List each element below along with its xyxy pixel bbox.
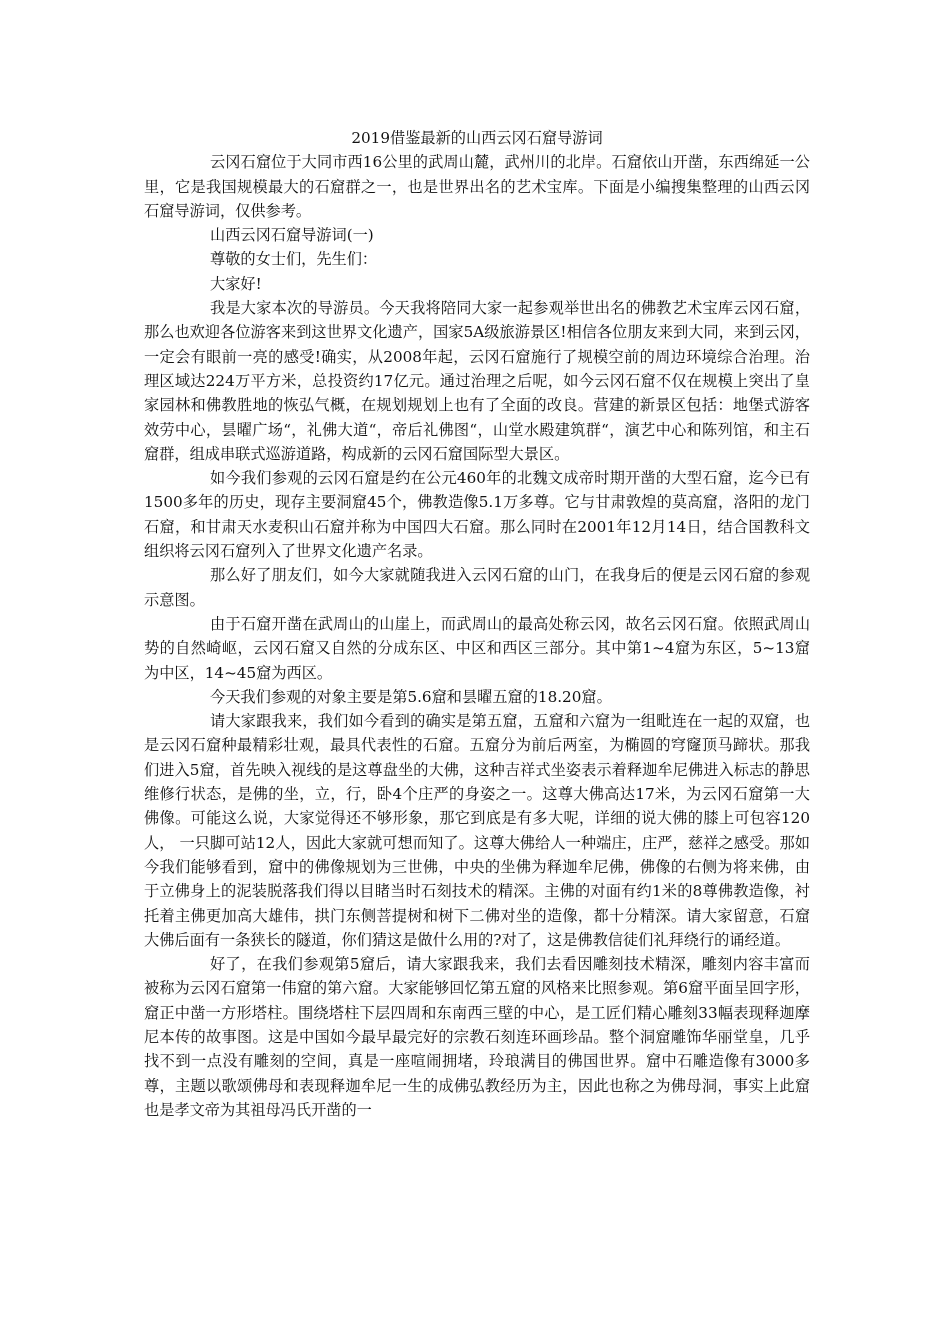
document-title: 2019借鉴最新的山西云冈石窟导游词 [351, 129, 603, 147]
document-page [144, 126, 810, 1122]
greeting-hello: 大家好! [210, 274, 262, 293]
greeting-salutation: 尊敬的女士们，先生们： [210, 250, 378, 269]
paragraph-cave-5: 请大家跟我来，我们如今看到的确实是第五窟，五窟和六窟为一组毗连在一起的双窟，也是云冈石窟种最精彩壮观，最具代表性的石窟。五窟分为前后两室，为椭圆的穹窿顶马蹄状。那我们进入5窟，首先映入视线的是这尊盘坐的大佛，这种吉祥式坐姿表示着释迦牟尼佛进入标志的静思维修行状态，是佛的坐，立，行，卧4个庄严的身姿之一。这尊大佛高达17米，为云冈石窟第一大佛像。可能这么说，大家觉得还不够形象，那它到底是有多大呢，详细的说大佛的膝上可包容120人， 一只脚可站12人，因此大家就可想而知了。这尊大佛给人一种端庄，庄严，慈祥之感受。那如今我们能够看到，窟中的佛像规划为三世佛，中央的坐佛为释迦牟尼佛，佛像的右侧为将来佛，由于立佛身上的泥装脱落我们得以目睹当时石刻技术的精深。主佛的对面有约1米的8尊佛教造像，衬托着主佛更加高大雄伟，拱门东侧菩提树和树下二佛对坐的造像，都十分精深。请大家留意，石窟大佛后面有一条狭长的隧道，你们猜这是做什么用的?对了，这是佛教信徒们礼拜绕行的诵经道。 [144, 712, 810, 949]
paragraph-name-origin: 由于石窟开凿在武周山的山崖上，而武周山的最高处称云冈，故名云冈石窟。依照武周山势的自然崎岖，云冈石窟又自然的分成东区、中区和西区三部分。其中第1~4窟为东区，5~13窟为中区，14~45窟为西区。 [144, 614, 810, 682]
paragraph-cave-6: 好了，在我们参观第5窟后，请大家跟我来，我们去看因雕刻技术精深，雕刻内容丰富而被称为云冈石窟第一伟窟的第六窟。大家能够回忆第五窟的风格来比照参观。第6窟平面呈回字形，窟正中凿一方形塔柱。围绕塔柱下层四周和东南西三壁的中心，是工匠们精心雕刻33幅表现释迦摩尼本传的故事图。这是中国如今最早最完好的宗教石刻连环画珍品。整个洞窟雕饰华丽堂皇，几乎找不到一点没有雕刻的空间，真是一座喧闹拥堵，玲琅满目的佛国世界。窟中石雕造像有3000多尊，主题以歌颂佛母和表现释迦牟尼一生的成佛弘教经历为主，因此也称之为佛母洞，事实上此窟也是孝文帝为其祖母冯氏开凿的一 [144, 955, 810, 1119]
section-heading: 山西云冈石窟导游词(一) [210, 226, 374, 245]
paragraph-today: 今天我们参观的对象主要是第5.6窟和昙曜五窟的18.20窟。 [210, 687, 612, 706]
paragraph-guide-intro: 我是大家本次的导游员。今天我将陪同大家一起参观举世出名的佛教艺术宝库云冈石窟，那么也欢迎各位游客来到这世界文化遗产，国家5A级旅游景区!相信各位朋友来到大同，来到云冈，一定会有眼前一亮的感受!确实，从2008年起，云冈石窟施行了规模空前的周边环境综合治理。治理区域达224万平方米，总投资约17亿元。通过治理之后呢，如今云冈石窟不仅在规模上突出了皇家园林和佛教胜地的恢弘气概，在规划规划上也有了全面的改良。营建的新景区包括：地堡式游客效劳中心，昙曜广场“，礼佛大道“，帝后礼佛图“，山堂水殿建筑群“，演艺中心和陈列馆，和主石窟群，组成串联式巡游道路，构成新的云冈石窟国际型大景区。 [144, 299, 810, 463]
paragraph-intro: 云冈石窟位于大同市西16公里的武周山麓，武州川的北岸。石窟依山开凿，东西绵延一公里，它是我国规模最大的石窟群之一，也是世界出名的艺术宝库。下面是小编搜集整理的山西云冈石窟导游词，仅供参考。 [144, 153, 810, 220]
paragraph-history: 如今我们参观的云冈石窟是约在公元460年的北魏文成帝时期开凿的大型石窟，迄今已有1500多年的历史，现存主要洞窟45个，佛教造像5.1万多尊。它与甘肃敦煌的莫高窟，洛阳的龙门石窟，和甘肃天水麦积山石窟并称为中国四大石窟。那么同时在2001年12月14日，结合国教科文组织将云冈石窟列入了世界文化遗产名录。 [144, 469, 810, 561]
paragraph-gate: 那么好了朋友们，如今大家就随我进入云冈石窟的山门，在我身后的便是云冈石窟的参观示意图。 [144, 566, 810, 609]
